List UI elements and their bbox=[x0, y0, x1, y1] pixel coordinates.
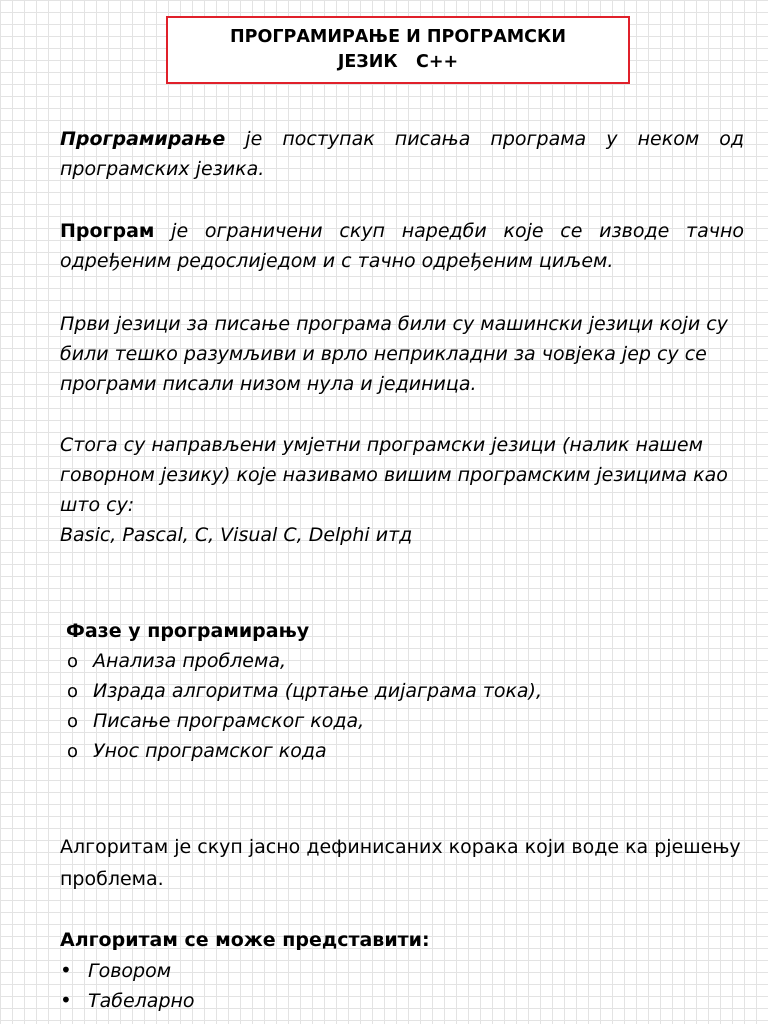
algorithm-definition: Алгоритам је скуп јасно дефинисаних корака који воде ка рјешењу проблема. bbox=[60, 836, 741, 890]
bullet-icon: • bbox=[60, 958, 72, 982]
high-level-languages-text: Стога су направљени умјетни програмски језици (налик нашем говорном језику) које називамо вишим програмским језицима као што су: bbox=[60, 434, 728, 516]
phases-heading: Фазе у програмирању bbox=[66, 620, 310, 642]
language-examples: Basic, Pascal, C, Visual C, Delphi итд bbox=[60, 524, 413, 546]
phase-algorithm: Израда алгоритма (цртање дијаграма тока), bbox=[93, 680, 543, 702]
circle-bullet-icon: o bbox=[67, 651, 79, 672]
definition-programming-text: је поступак писања програма у неком од програмских језика. bbox=[60, 128, 744, 180]
title-box bbox=[166, 16, 630, 84]
definition-program-text: је ограничени скуп наредби које се изводе тачно одређеним редослиједом и с тачно одређеним циљем. bbox=[60, 220, 744, 272]
list-item bbox=[64, 646, 542, 676]
algorithm-representation-list bbox=[60, 955, 195, 1015]
circle-bullet-icon: o bbox=[67, 741, 79, 762]
phase-writing-code: Писање програмског кода, bbox=[93, 710, 365, 732]
circle-bullet-icon: o bbox=[67, 681, 79, 702]
algorithm-representation-heading: Алгоритам се може представити: bbox=[60, 929, 430, 951]
definition-program bbox=[60, 216, 744, 276]
bullet-icon: • bbox=[60, 988, 72, 1012]
high-level-languages-paragraph bbox=[60, 430, 744, 550]
phase-entering-code: Унос програмског кода bbox=[93, 740, 327, 762]
phase-analysis: Анализа проблема, bbox=[93, 650, 287, 672]
list-item bbox=[60, 955, 195, 985]
machine-languages-paragraph: Први језици за писање програма били су машински језици који су били тешко разумљиви и врло неприкладни за човјека јер су се програми писали низом нула и јединица. bbox=[60, 313, 728, 395]
list-item bbox=[60, 985, 195, 1015]
title-line-2: ЈЕЗИК C++ bbox=[337, 52, 459, 72]
list-item bbox=[64, 676, 542, 706]
representation-speech: Говором bbox=[88, 960, 172, 982]
list-item bbox=[64, 736, 542, 766]
circle-bullet-icon: o bbox=[67, 711, 79, 732]
term-programming: Програмирање bbox=[60, 128, 226, 150]
phases-list bbox=[64, 646, 542, 766]
definition-programming bbox=[60, 124, 744, 184]
representation-table: Табеларно bbox=[88, 990, 195, 1012]
list-item bbox=[64, 706, 542, 736]
title-line-1: ПРОГРАМИРАЊЕ И ПРОГРАМСКИ bbox=[230, 27, 566, 47]
term-program: Програм bbox=[60, 220, 155, 242]
